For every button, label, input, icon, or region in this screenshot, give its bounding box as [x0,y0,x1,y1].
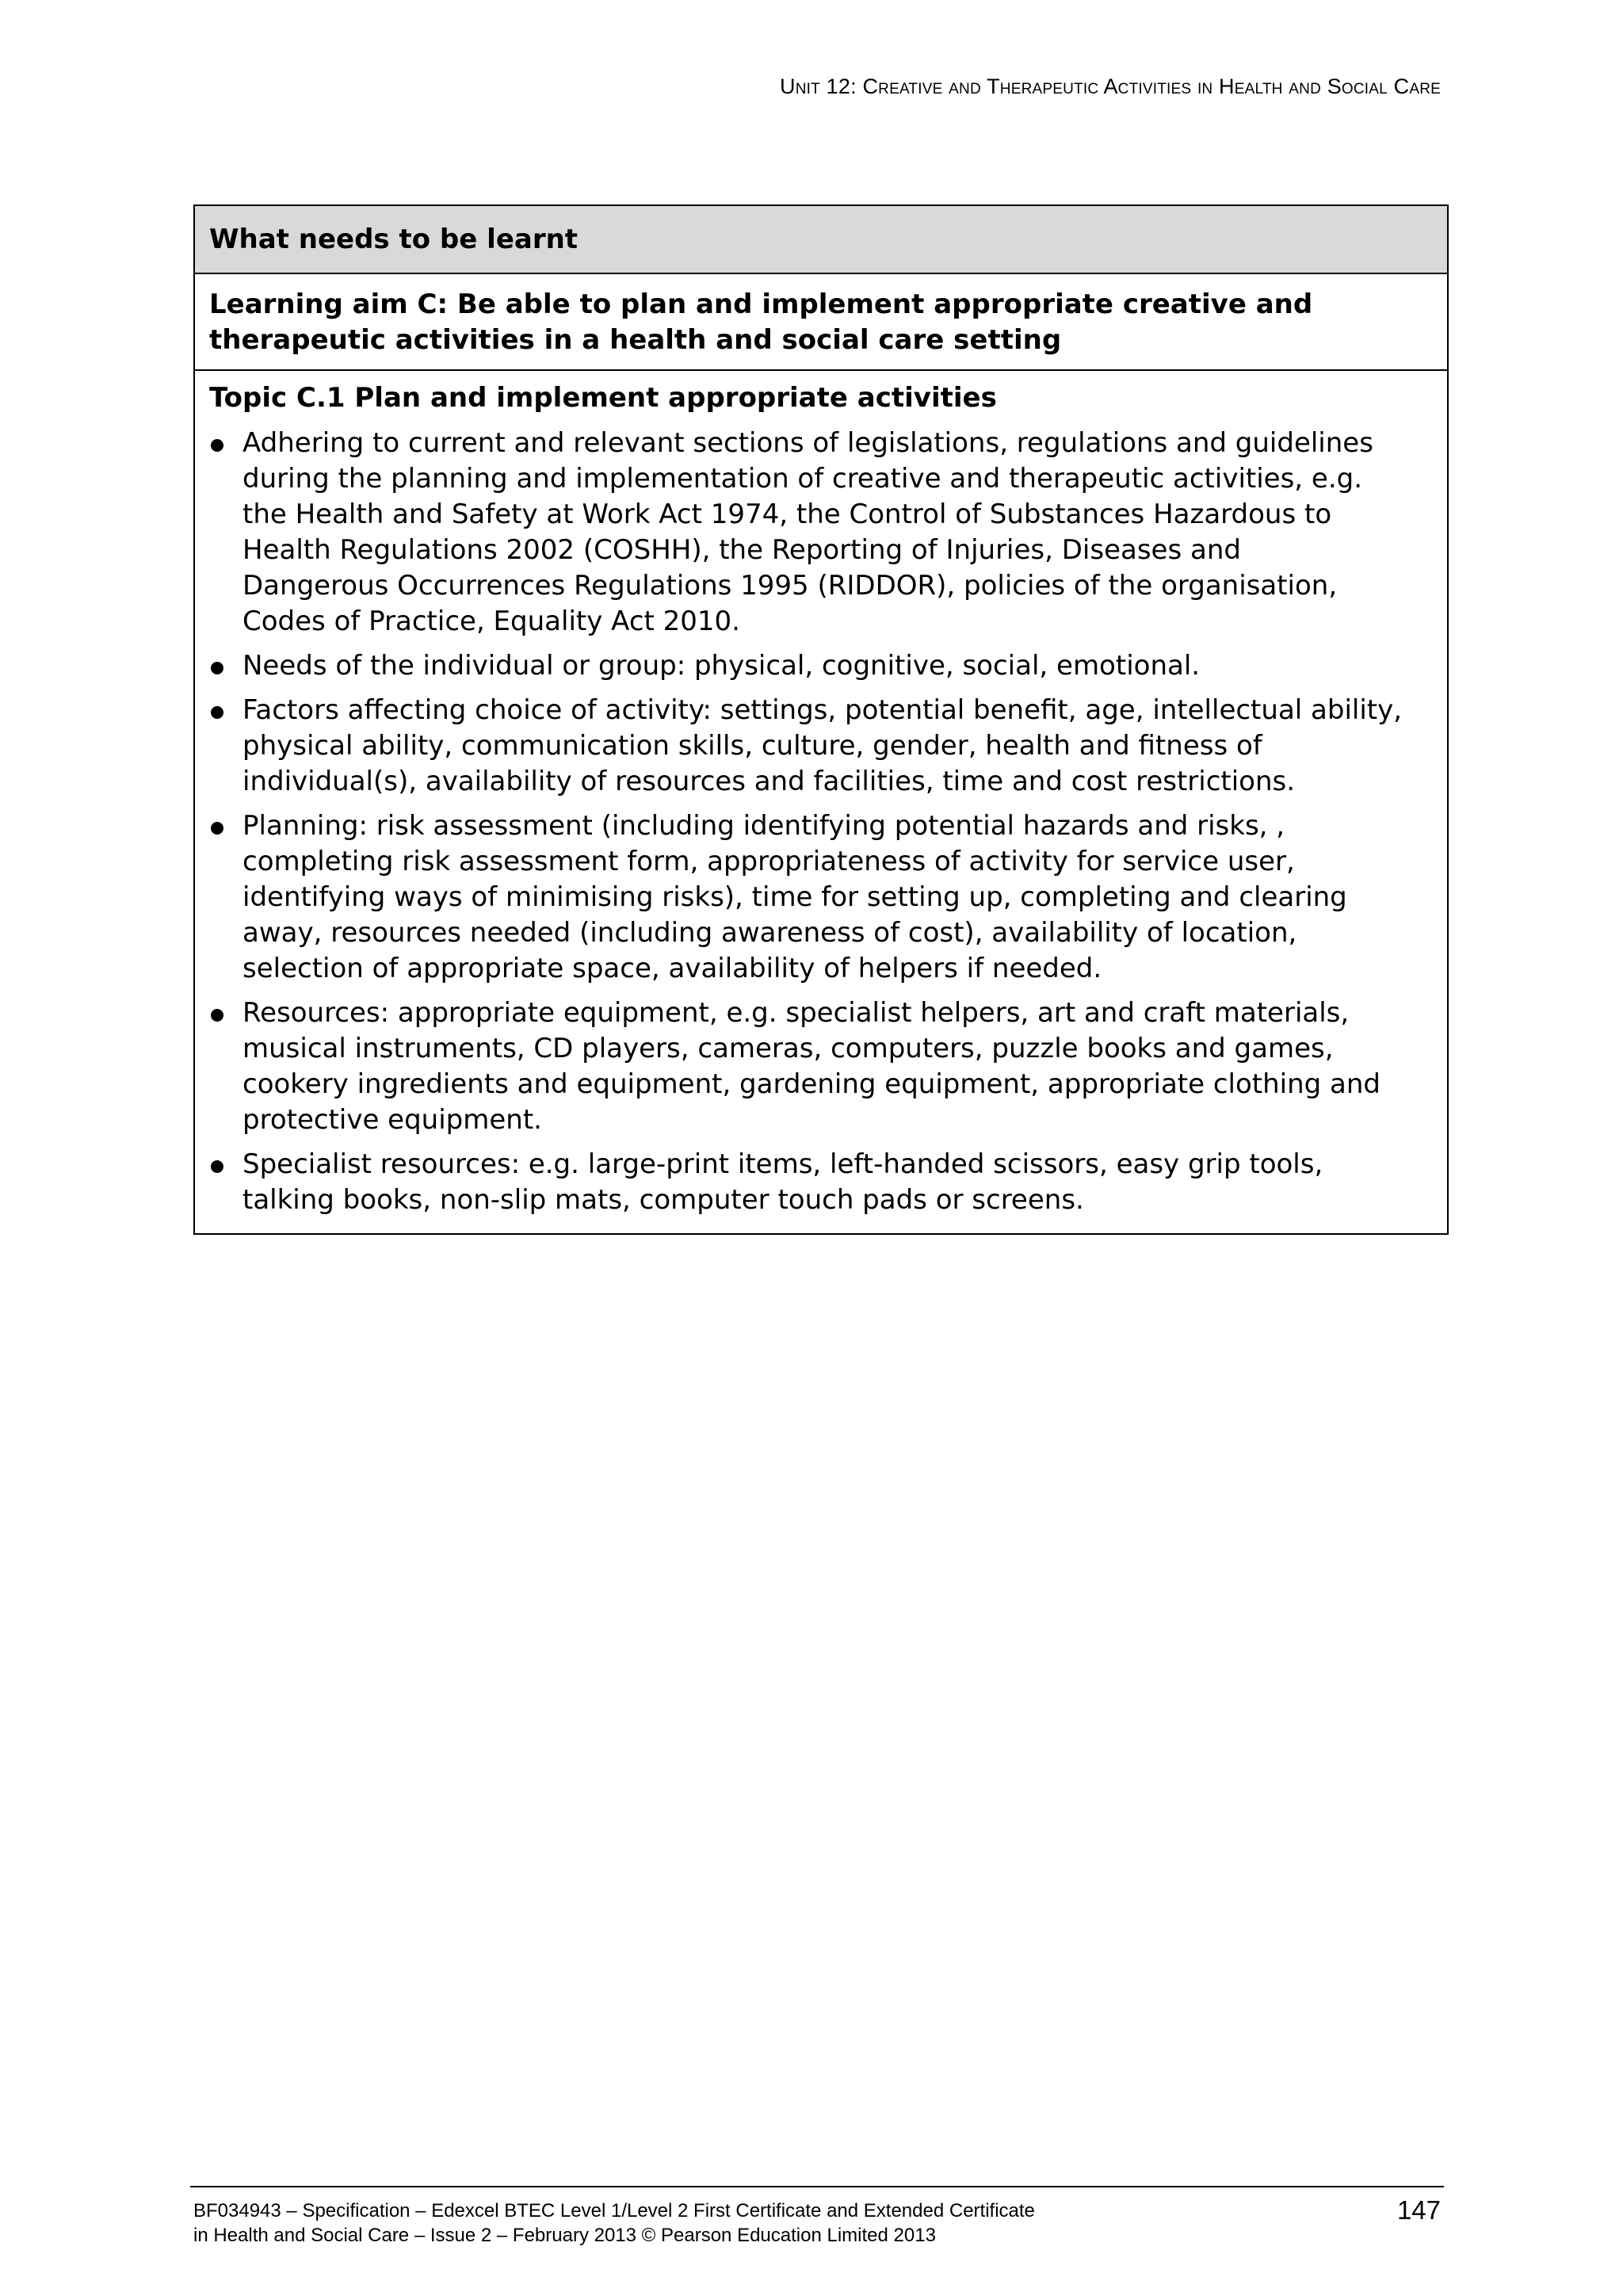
running-header: Unit 12: Creative and Therapeutic Activities in Health and Social Care [780,74,1441,98]
bullet-line: Health Regulations 2002 (COSHH), the Reporting of Injuries, Diseases and [242,534,1241,566]
topic-cell [194,370,1448,1234]
learning-aim-line: therapeutic activities in a health and social care setting [209,324,1062,356]
bullet-line: Specialist resources: e.g. large-print items, left-handed scissors, easy grip tools, [242,1148,1323,1180]
bullet-item [209,693,1433,800]
bullet-line: talking books, non-slip mats, computer touch pads or screens. [242,1184,1084,1216]
bullet-line: cookery ingredients and equipment, gardening equipment, appropriate clothing and [242,1068,1381,1100]
footer-line: in Health and Social Care – Issue 2 – February 2013 © Pearson Education Limited 2013 [193,2225,936,2246]
bullet-item [209,426,1433,640]
bullet-dot-icon [211,1160,223,1173]
bullet-line: Adhering to current and relevant sections of legislations, regulations and guidelines [242,427,1373,459]
footer-text [193,2199,1035,2248]
bullet-list [209,426,1433,1218]
bullet-dot-icon [211,1009,223,1022]
bullet-line: Dangerous Occurrences Regulations 1995 (RIDDOR), policies of the organisation, [242,570,1338,602]
content-table [193,204,1449,1235]
page-number: 147 [1396,2195,1441,2225]
bullet-line: Codes of Practice, Equality Act 2010. [242,606,740,637]
learning-aim-cell [194,273,1448,370]
bullet-dot-icon [211,439,223,452]
bullet-line: the Health and Safety at Work Act 1974, the Control of Substances Hazardous to [242,499,1332,530]
bullet-line: Planning: risk assessment (including identifying potential hazards and risks, , [242,810,1285,842]
topic-title: Topic C.1 Plan and implement appropriate activities [209,382,997,414]
footer-line: BF034943 – Specification – Edexcel BTEC Level 1/Level 2 First Certificate and Extended Certificate [193,2200,1035,2222]
table-header-row [194,205,1448,273]
bullet-line: protective equipment. [242,1104,542,1136]
bullet-line: during the planning and implementation of creative and therapeutic activities, e.g. [242,463,1363,495]
bullet-line: musical instruments, CD players, cameras, computers, puzzle books and games, [242,1033,1334,1064]
bullet-dot-icon [211,822,223,835]
table-header-cell: What needs to be learnt [194,205,1448,273]
bullet-line: away, resources needed (including awareness of cost), availability of location, [242,917,1297,949]
bullet-item [209,808,1433,987]
bullet-line: individual(s), availability of resources and facilities, time and cost restrictions. [242,766,1296,797]
bullet-dot-icon [211,706,223,719]
learning-aim-row [194,273,1448,370]
bullet-item [209,1147,1433,1218]
footer-divider [190,2186,1444,2187]
learning-aim-line: Learning aim C: Be able to plan and implement appropriate creative and [209,288,1313,320]
bullet-line: identifying ways of minimising risks), time for setting up, completing and clearing [242,881,1347,913]
bullet-line: Needs of the individual or group: physical, cognitive, social, emotional. [242,650,1201,682]
bullet-line: physical ability, communication skills, culture, gender, health and fitness of [242,730,1262,762]
bullet-line: Resources: appropriate equipment, e.g. specialist helpers, art and craft materials, [242,997,1350,1029]
bullet-line: selection of appropriate space, availability of helpers if needed. [242,953,1102,984]
bullet-line: Factors affecting choice of activity: settings, potential benefit, age, intellectual ability, [242,694,1403,726]
topic-row [194,370,1448,1234]
bullet-item [209,648,1433,684]
bullet-dot-icon [211,662,223,674]
bullet-line: completing risk assessment form, appropriateness of activity for service user, [242,846,1295,877]
bullet-item [209,995,1433,1138]
